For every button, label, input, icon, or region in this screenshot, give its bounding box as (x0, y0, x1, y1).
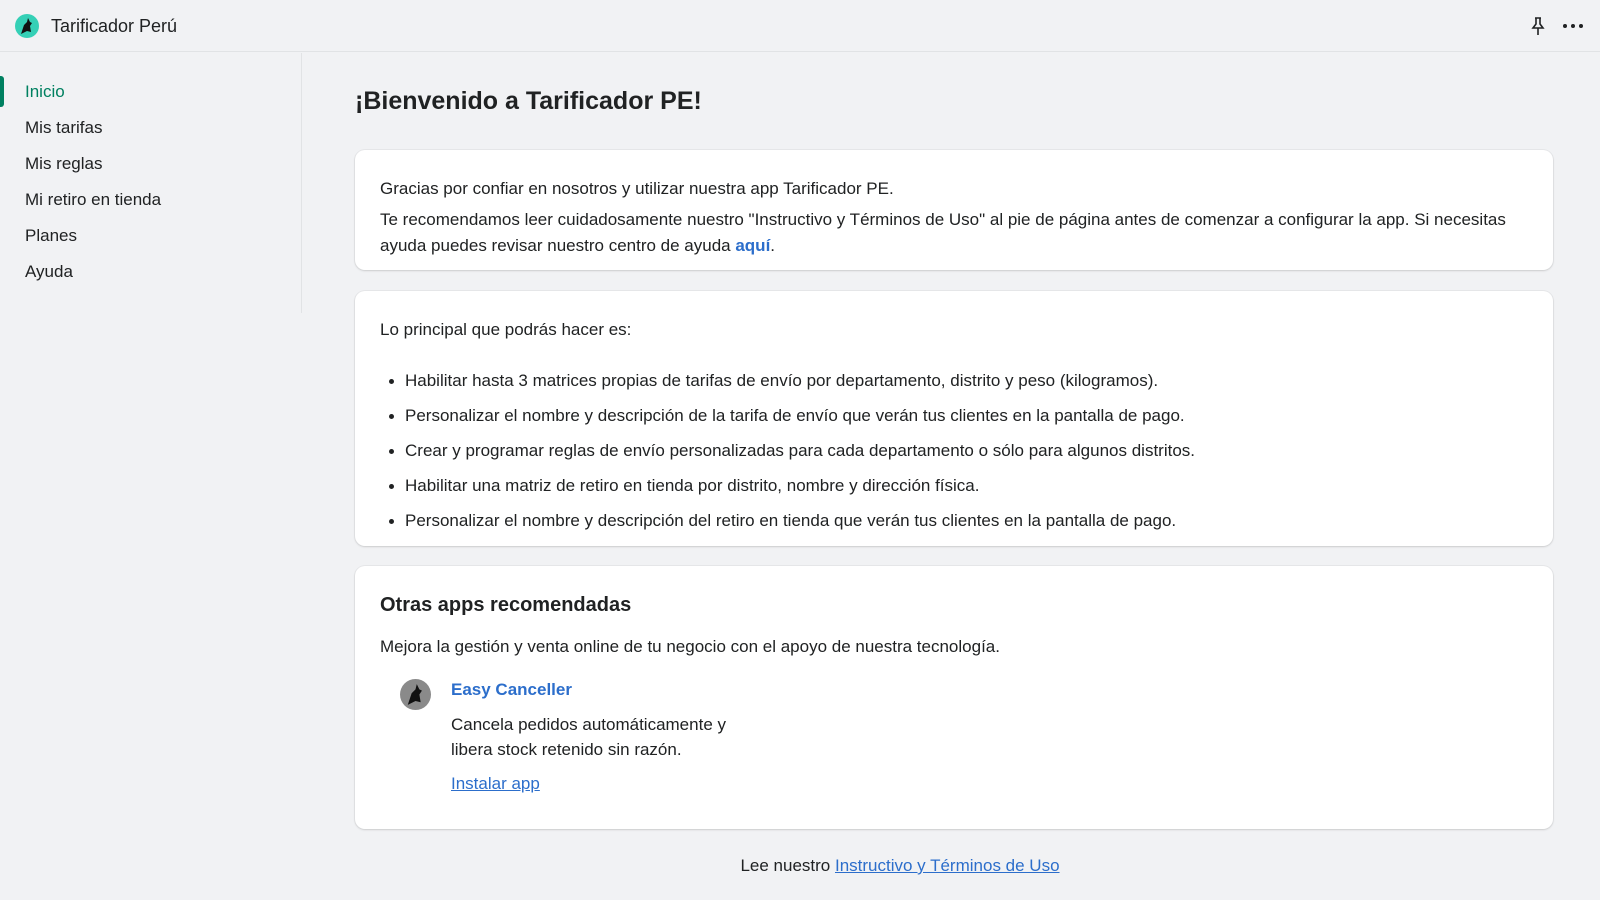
bullet-icon (389, 379, 394, 384)
welcome-instructions (380, 207, 1530, 259)
more-horizontal-icon[interactable] (1560, 14, 1586, 38)
easy-canceller-link[interactable]: Easy Canceller (451, 680, 572, 699)
bullet-icon (389, 519, 394, 524)
sidebar-item-planes[interactable] (0, 218, 300, 252)
feature-text: Personalizar el nombre y descripción de la tarifa de envío que verán tus clientes en la pantalla de pago. (405, 406, 1185, 425)
recommended-apps-card (355, 566, 1553, 829)
feature-text: Crear y programar reglas de envío personalizadas para cada departamento o sólo para algunos distritos. (405, 441, 1196, 460)
features-intro: Lo principal que podrás hacer es: (380, 320, 632, 339)
features-card (355, 291, 1553, 546)
top-bar (0, 0, 1600, 52)
sidebar-nav (0, 53, 302, 313)
terms-link[interactable]: Instructivo y Términos de Uso (834, 856, 1060, 875)
app-title: Tarificador Perú (51, 16, 178, 36)
bullet-icon (389, 484, 394, 489)
feature-text: Habilitar hasta 3 matrices propias de tarifas de envío por departamento, distrito y peso (kilogramos). (405, 371, 1159, 390)
sidebar-item-label: Inicio (25, 82, 65, 101)
app-description-line: Cancela pedidos automáticamente y (451, 715, 726, 734)
sidebar-item-label: Mis reglas (25, 154, 103, 173)
sidebar-item-label: Mi retiro en tienda (25, 190, 162, 209)
section-title: Otras apps recomendadas (380, 594, 632, 616)
footer (0, 856, 1600, 876)
bullet-icon (389, 449, 394, 454)
feature-text: Personalizar el nombre y descripción del retiro en tienda que verán tus clientes en la pantalla de pago. (405, 511, 1177, 530)
sidebar-item-mis-reglas[interactable] (0, 146, 300, 180)
sidebar-item-label: Planes (25, 226, 77, 245)
install-app-link[interactable]: Instalar app (451, 774, 540, 793)
sidebar-item-mis-tarifas[interactable] (0, 110, 300, 144)
pin-icon[interactable] (1526, 14, 1550, 38)
sidebar-item-inicio[interactable] (0, 74, 300, 108)
app-description-line: libera stock retenido sin razón. (451, 740, 682, 759)
welcome-card (355, 150, 1553, 270)
fox-avatar-icon (400, 679, 431, 710)
help-center-link[interactable]: aquí (735, 236, 771, 255)
sidebar-item-mi-retiro-en-tienda[interactable] (0, 182, 300, 216)
instructions-text: Te recomendamos leer cuidadosamente nuestro "Instructivo y Términos de Uso" al pie de página antes de comenzar a configurar la app. Si necesitas ayuda puedes revisar nuestro centro de ayuda (380, 210, 1506, 255)
instructions-end: . (770, 236, 776, 255)
footer-text: Lee nuestro (740, 856, 835, 875)
sidebar-item-label: Mis tarifas (25, 118, 103, 137)
welcome-text: Gracias por confiar en nosotros y utilizar nuestra app Tarificador PE. (380, 179, 894, 198)
page-title: ¡Bienvenido a Tarificador PE! (355, 87, 702, 115)
sidebar-item-label: Ayuda (25, 262, 73, 281)
sidebar-item-ayuda[interactable] (0, 254, 300, 288)
feature-text: Habilitar una matriz de retiro en tienda por distrito, nombre y dirección física. (405, 476, 980, 495)
section-subtitle: Mejora la gestión y venta online de tu negocio con el apoyo de nuestra tecnología. (380, 637, 1000, 656)
bullet-icon (389, 414, 394, 419)
fox-logo-icon (15, 14, 39, 38)
